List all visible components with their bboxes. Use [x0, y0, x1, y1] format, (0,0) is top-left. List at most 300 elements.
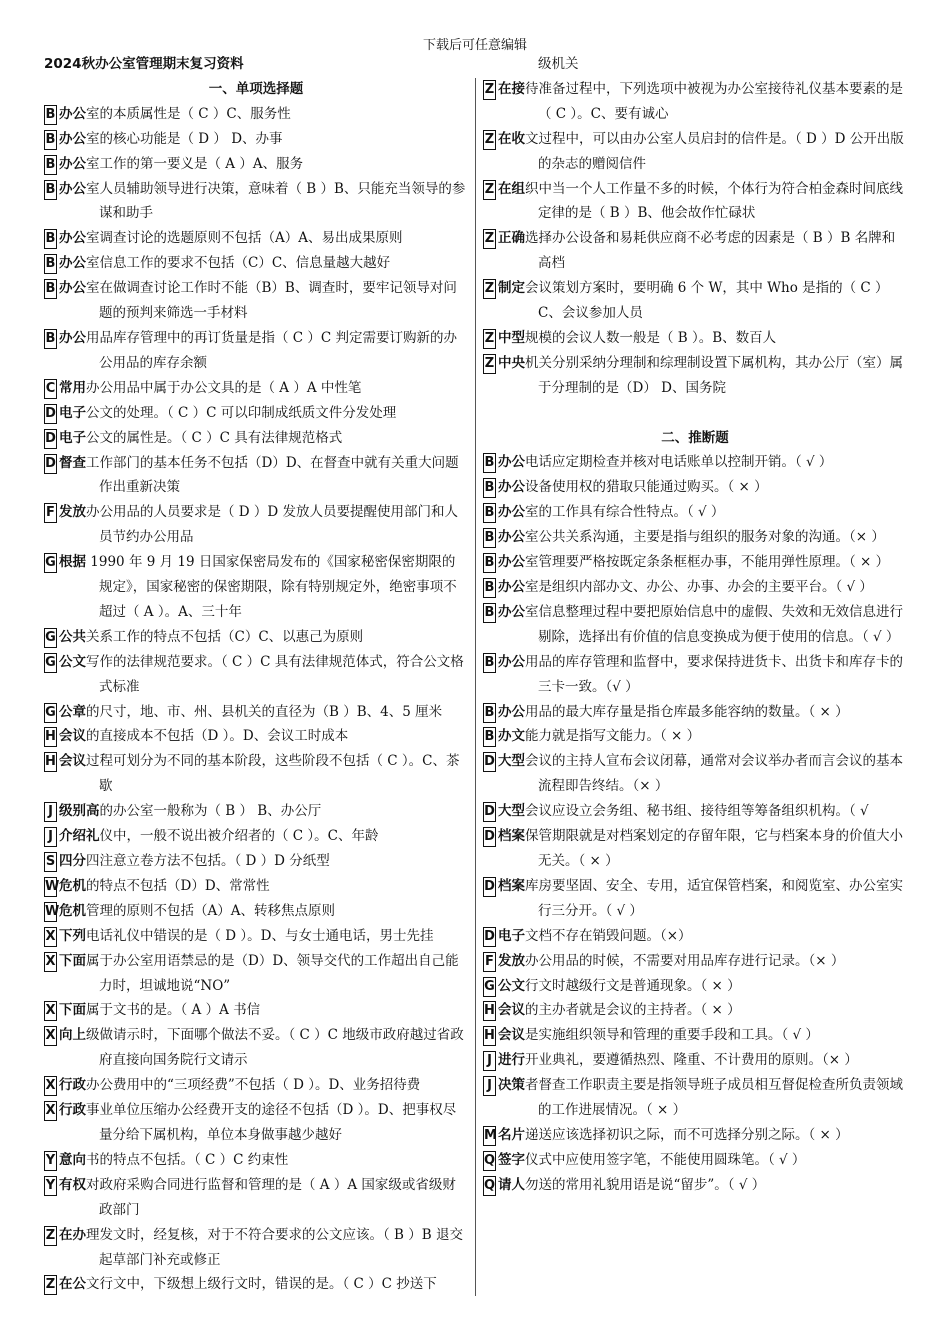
index-letter-box: H [44, 752, 57, 772]
true-false-question [483, 550, 907, 575]
question-keyword: 下列 [59, 927, 86, 944]
index-letter-box: J [483, 1076, 496, 1096]
question-text [498, 724, 907, 749]
question-text [498, 351, 907, 401]
question-body: 选择办公设备和易耗供应商不必考虑的因素是（ B ）B 名牌和高档 [525, 230, 896, 272]
question-body: 是实施组织领导和管理的重要手段和工具。（ √ ） [525, 1027, 819, 1044]
question-text [498, 127, 907, 177]
choice-question [44, 1098, 468, 1148]
index-letter-box: F [483, 952, 496, 972]
question-body: 室是组织内部办文、办公、办事、办会的主要平台。（ √ ） [525, 579, 873, 596]
index-letter-box: Z [483, 354, 496, 374]
question-text [498, 998, 907, 1023]
question-text [59, 924, 468, 949]
choice-question [483, 276, 907, 326]
question-body: 室在做调查讨论工作时不能（B）B、调查时，要牢记领导对问题的预判来筛选一手材料 [86, 280, 457, 322]
true-false-question [483, 525, 907, 550]
question-text [59, 401, 468, 426]
question-text [59, 1223, 468, 1273]
index-letter-box: Y [44, 1176, 57, 1196]
question-keyword: 有权 [59, 1176, 86, 1193]
question-keyword: 督查 [59, 454, 86, 471]
question-keyword: 中型 [498, 329, 525, 346]
question-text [59, 326, 468, 376]
question-body: 开业典礼，要遵循热烈、隆重、不计费用的原则。（× ） [525, 1052, 858, 1069]
question-body: 过程可划分为不同的基本阶段，这些阶段不包括（ C ）。C、茶歇 [86, 753, 460, 795]
question-text [59, 799, 468, 824]
question-text [59, 1173, 468, 1223]
index-letter-box: Z [483, 180, 496, 200]
left-column [44, 52, 468, 1297]
question-body: 室信息整理过程中要把原始信息中的虚假、失效和无效信息进行剔除，选择出有价值的信息变换成为便于使用的信息。（ √ ） [525, 603, 903, 645]
question-body: 事业单位压缩办公经费开支的途径不包括（D ）。D、把事权尽量分给下属机构，单位本身做事越少越好 [86, 1102, 457, 1143]
true-false-question [483, 600, 907, 650]
true-false-question [483, 500, 907, 525]
question-body: 写作的法律规范要求。（ C ）C 具有法律规范体式，符合公文格式标准 [86, 653, 464, 695]
question-keyword: 介绍礼 [59, 828, 100, 845]
index-letter-box: G [44, 653, 57, 673]
question-keyword: 下面 [59, 952, 86, 969]
choice-question [44, 824, 468, 849]
question-text [498, 1148, 907, 1173]
index-letter-box: C [44, 379, 57, 399]
question-text [498, 874, 907, 924]
index-letter-box: B [483, 727, 496, 747]
question-body: 用品库存管理中的再订货量是指（ C ）C 判定需要订购新的办公用品的库存余额 [86, 329, 458, 371]
choice-question [44, 251, 468, 276]
question-text [59, 127, 468, 152]
question-text [498, 475, 907, 500]
question-keyword: 办文 [498, 728, 525, 745]
question-keyword: 公文 [59, 653, 86, 670]
question-text [498, 500, 907, 525]
question-keyword: 在收 [498, 130, 525, 147]
question-body: 办公用品的人员要求是（ D ）D 发放人员要提醒使用部门和人员节约办公用品 [86, 504, 459, 546]
choice-question [44, 849, 468, 874]
true-false-question-list [483, 450, 907, 1197]
question-keyword: 电子 [59, 429, 86, 446]
question-keyword: 根据 [59, 554, 86, 571]
document-title: 2024秋办公室管理期末复习资料 [44, 56, 244, 72]
question-keyword: 办公 [498, 579, 525, 596]
question-keyword: 危机 [59, 902, 86, 919]
index-letter-box: B [44, 155, 57, 175]
choice-question [44, 949, 468, 999]
index-letter-box: J [44, 827, 57, 847]
choice-question [44, 401, 468, 426]
question-keyword: 办公 [59, 105, 86, 122]
choice-question [44, 749, 468, 799]
question-body: 文档不存在销毁问题。（×） [525, 927, 692, 944]
question-text [59, 700, 468, 725]
question-text [59, 998, 468, 1023]
choice-question-list-continued [483, 77, 907, 401]
choice-question [44, 426, 468, 451]
question-keyword: 在组 [498, 180, 525, 197]
question-text [59, 949, 468, 999]
index-letter-box: X [44, 1076, 57, 1096]
choice-question [44, 500, 468, 550]
index-letter-box: B [483, 703, 496, 723]
question-text [59, 1148, 468, 1173]
question-body: 文行文中，下级想上级行文时，错误的是。（ C ）C 抄送下 [86, 1276, 437, 1293]
question-keyword: 会议 [498, 1027, 525, 1044]
question-body: 理发文时，经复核，对于不符合要求的公文应该。（ B ）B 退交起草部门补充或修正 [86, 1226, 463, 1268]
question-keyword: 办公 [498, 529, 525, 546]
question-text [498, 1173, 907, 1198]
true-false-question [483, 824, 907, 874]
index-letter-box: B [44, 254, 57, 274]
question-keyword: 办公 [59, 255, 86, 272]
question-keyword: 公共 [59, 628, 86, 645]
question-keyword: 办公 [498, 703, 525, 720]
true-false-question [483, 998, 907, 1023]
question-keyword: 进行 [498, 1052, 525, 1069]
question-keyword: 决策 [498, 1077, 525, 1094]
spacer [483, 401, 907, 426]
choice-question [483, 351, 907, 401]
true-false-question [483, 650, 907, 700]
index-letter-box: Z [483, 329, 496, 349]
question-text [498, 575, 907, 600]
question-text [498, 700, 907, 725]
index-letter-box: G [44, 703, 57, 723]
choice-question [44, 700, 468, 725]
choice-question [44, 1223, 468, 1273]
question-text [498, 1048, 907, 1073]
question-keyword: 中央 [498, 354, 525, 371]
question-body: 公文的属性是。（ C ）C 具有法律规范格式 [86, 429, 343, 446]
true-false-question [483, 475, 907, 500]
question-body: 的尺寸，地、市、州、县机关的直径为（B ）B、4、5 厘米 [86, 703, 443, 720]
question-keyword: 公章 [59, 703, 86, 720]
question-text [59, 1098, 468, 1148]
question-keyword: 四分 [59, 853, 86, 869]
question-body: 四注意立卷方法不包括。（ D ）D 分纸型 [86, 853, 330, 869]
index-letter-box: G [44, 553, 57, 573]
page-header: 下载后可任意编辑 [422, 38, 527, 53]
question-keyword: 行政 [59, 1077, 86, 1094]
index-letter-box: X [44, 1101, 57, 1121]
question-body: 室管理要严格按既定条条框框办事，不能用弹性原理。（ × ） [525, 554, 890, 571]
choice-question [483, 226, 907, 276]
choice-question [44, 1272, 468, 1297]
question-body: 递送应该选择初识之际，而不可选择分别之际。（ × ） [525, 1126, 849, 1143]
true-false-question [483, 874, 907, 924]
question-text [59, 749, 468, 799]
index-letter-box: B [483, 503, 496, 523]
question-text [59, 251, 468, 276]
question-keyword: 办公 [498, 603, 525, 620]
question-text [59, 550, 468, 625]
question-text [59, 376, 468, 401]
question-text [498, 326, 907, 351]
choice-question [44, 924, 468, 949]
question-keyword: 办公 [59, 329, 86, 346]
question-keyword: 电子 [498, 927, 525, 944]
question-body: 管理的原则不包括（A）A、转移焦点原则 [86, 902, 335, 919]
question-keyword: 办公 [59, 230, 86, 247]
question-keyword: 公文 [498, 977, 525, 994]
question-body: 室的工作具有综合性特点。（ √ ） [525, 504, 725, 521]
choice-question [483, 177, 907, 227]
choice-question [44, 724, 468, 749]
true-false-question [483, 724, 907, 749]
index-letter-box: B [483, 653, 496, 673]
choice-question [44, 376, 468, 401]
question-keyword: 常用 [59, 379, 86, 396]
question-body: 织中当一个人工作量不多的时候，个体行为符合柏金森时间底线定律的是（ B ）B、他会故作忙碌状 [525, 180, 903, 222]
question-body: 对政府采购合同进行监督和管理的是（ A ）A 国家级或省级财政部门 [86, 1176, 456, 1218]
true-false-question [483, 974, 907, 999]
index-letter-box: B [44, 130, 57, 150]
index-letter-box: B [483, 553, 496, 573]
question-keyword: 意向 [59, 1151, 86, 1168]
question-keyword: 办公 [59, 130, 86, 147]
question-keyword: 级别高 [59, 803, 100, 820]
choice-question [44, 226, 468, 251]
question-text [498, 525, 907, 550]
question-text [498, 749, 907, 799]
section-heading-choice: 一、单项选择题 [208, 80, 304, 97]
index-letter-box: D [44, 429, 57, 449]
question-body: 能力就是指写文能力。（ × ） [525, 728, 701, 745]
question-body: 书的特点不包括。（ C ）C 约束性 [86, 1151, 289, 1168]
choice-question [44, 1023, 468, 1073]
question-body: 室调查讨论的选题原则不包括（A）A、易出成果原则 [86, 230, 403, 247]
index-letter-box: B [483, 478, 496, 498]
index-letter-box: W [44, 902, 57, 922]
choice-question [44, 127, 468, 152]
question-text [498, 799, 907, 824]
index-letter-box: M [483, 1126, 496, 1146]
index-letter-box: Z [44, 1275, 57, 1295]
index-letter-box: D [483, 827, 496, 847]
question-keyword: 制定 [498, 280, 525, 297]
question-text [498, 824, 907, 874]
question-body: 办公用品中属于办公文具的是（ A ）A 中性笔 [86, 379, 362, 396]
index-letter-box: Q [483, 1151, 496, 1171]
question-body: 电话礼仪中错误的是（ D ）。D、与女士通电话，男士先挂 [86, 927, 434, 944]
choice-question [44, 998, 468, 1023]
index-letter-box: W [44, 877, 57, 897]
question-text [59, 102, 468, 127]
question-body: 办公费用中的“三项经费”不包括（ D ）。D、业务招待费 [86, 1077, 421, 1094]
question-keyword: 签字 [498, 1151, 525, 1168]
question-body: 会议应设立会务组、秘书组、接待组等筹备组织机构。（ √ [525, 803, 869, 820]
question-body: 的办公室一般称为（ B ） B、办公厅 [99, 803, 322, 820]
true-false-question [483, 799, 907, 824]
choice-question-list [44, 102, 468, 1298]
question-body: 级做请示时，下面哪个做法不妥。（ C ）C 地级市政府越过省政府直接向国务院行文请示 [86, 1027, 464, 1069]
true-false-question [483, 949, 907, 974]
index-letter-box: D [483, 877, 496, 897]
index-letter-box: B [44, 329, 57, 349]
question-text [498, 924, 907, 949]
question-text [498, 226, 907, 276]
index-letter-box: Z [44, 1226, 57, 1246]
question-keyword: 电子 [59, 404, 86, 421]
question-body: 工作部门的基本任务不包括（D）D、在督查中就有关重大问题作出重新决策 [86, 454, 459, 496]
question-keyword: 档案 [498, 828, 525, 845]
question-keyword: 会议 [59, 728, 86, 745]
index-letter-box: Y [44, 1151, 57, 1171]
index-letter-box: X [44, 952, 57, 972]
true-false-question [483, 1123, 907, 1148]
question-keyword: 办公 [498, 454, 525, 471]
question-body: 会议的主持人宣布会议闭幕，通常对会议举办者而言会议的基本流程即告终结。（× ） [525, 753, 903, 795]
question-text [498, 550, 907, 575]
question-body: 保管期限就是对档案划定的存留年限，它与档案本身的价值大小无关。（ × ） [525, 828, 903, 869]
question-text [498, 600, 907, 650]
index-letter-box: X [44, 927, 57, 947]
index-letter-box: F [44, 503, 57, 523]
section-heading-true-false: 二、推断题 [661, 429, 729, 446]
choice-question [44, 550, 468, 625]
choice-question [44, 799, 468, 824]
question-keyword: 在接 [498, 80, 525, 97]
index-letter-box: D [44, 454, 57, 474]
right-column [483, 52, 907, 1198]
index-letter-box: X [44, 1001, 57, 1021]
question-text [59, 152, 468, 177]
question-keyword: 发放 [498, 952, 525, 969]
question-text [59, 226, 468, 251]
question-text [498, 177, 907, 227]
question-keyword: 请人 [498, 1176, 525, 1193]
question-text [59, 1073, 468, 1098]
question-body: 室工作的第一要义是（ A ）A、服务 [86, 155, 304, 172]
choice-question [44, 899, 468, 924]
question-text [59, 874, 468, 899]
question-text [498, 276, 907, 326]
choice-question [44, 1173, 468, 1223]
question-text [59, 899, 468, 924]
true-false-question [483, 450, 907, 475]
question-body: 用品的最大库存量是指仓库最多能容纳的数量。（ × ） [525, 703, 849, 720]
choice-question [44, 152, 468, 177]
choice-question [44, 1073, 468, 1098]
choice-question [44, 276, 468, 326]
question-body: 者督查工作职责主要是指领导班子成员相互督促检查所负责领域的工作进展情况。（ × ） [525, 1077, 903, 1119]
index-letter-box: G [44, 628, 57, 648]
question-body: 1990 年 9 月 19 日国家保密局发布的《国家秘密保密期限的规定》，国家秘密的保密期限，除有特别规定外，绝密事项不超过（ A ）。A、三十年 [86, 554, 457, 620]
question-body: 关系工作的特点不包括（C）C、以惠己为原则 [86, 628, 364, 645]
question-body: 行文时越级行文是普通现象。（ × ） [525, 977, 741, 994]
continuation-text: 级机关 [538, 56, 579, 72]
index-letter-box: H [483, 1026, 496, 1046]
question-body: 办公用品的时候，不需要对用品库存进行记录。（× ） [525, 952, 845, 969]
question-body: 电话应定期检查并核对电话账单以控制开销。（ √ ） [525, 454, 833, 471]
question-body: 室公共关系沟通，主要是指与组织的服务对象的沟通。（× ） [525, 529, 885, 546]
choice-question [483, 77, 907, 127]
choice-question [483, 127, 907, 177]
index-letter-box: B [44, 180, 57, 200]
question-text [498, 650, 907, 700]
index-letter-box: D [483, 927, 496, 947]
question-body: 文过程中，可以由办公室人员启封的信件是。（ D ）D 公开出版的杂志的赠阅信件 [525, 130, 904, 172]
question-text [59, 177, 468, 227]
question-body: 室人员辅助领导进行决策，意味着（ B ）B、只能充当领导的参谋和助手 [86, 180, 466, 222]
question-keyword: 办公 [498, 653, 525, 670]
question-text [59, 426, 468, 451]
index-letter-box: S [44, 852, 57, 872]
index-letter-box: B [483, 528, 496, 548]
question-body: 的主办者就是会议的主持者。（ × ） [525, 1002, 741, 1019]
choice-question [44, 177, 468, 227]
question-text [59, 276, 468, 326]
index-letter-box: Z [483, 80, 496, 100]
question-text [498, 77, 907, 127]
question-keyword: 危机 [59, 877, 86, 894]
true-false-question [483, 1173, 907, 1198]
question-text [59, 500, 468, 550]
question-keyword: 向上 [59, 1027, 86, 1044]
question-text [59, 451, 468, 501]
question-body: 勿送的常用礼貌用语是说“留步”。（ √ ） [525, 1176, 766, 1193]
choice-question [44, 650, 468, 700]
question-body: 会议策划方案时，要明确 6 个 W，其中 Who 是指的（ C ）C、会议参加人员 [525, 280, 889, 322]
question-text [498, 974, 907, 999]
question-body: 属于文书的是。（ A ）A 书信 [86, 1002, 261, 1019]
question-keyword: 大型 [498, 803, 525, 820]
question-body: 公文的处理。（ C ）C 可以印制成纸质文件分发处理 [86, 404, 397, 421]
index-letter-box: Q [483, 1176, 496, 1196]
true-false-question [483, 1023, 907, 1048]
question-text [59, 1023, 468, 1073]
index-letter-box: B [483, 578, 496, 598]
question-text [59, 849, 468, 874]
question-body: 室信息工作的要求不包括（C）C、信息量越大越好 [86, 255, 391, 272]
question-body: 规模的会议人数一般是（ B ）。B、数百人 [525, 329, 777, 346]
question-body: 待准备过程中，下列选项中被视为办公室接待礼仪基本要素的是（ C ）。C、要有诚心 [525, 80, 903, 122]
question-body: 仪式中应使用签字笔，不能使用圆珠笔。（ √ ） [525, 1151, 806, 1168]
true-false-question [483, 1073, 907, 1123]
choice-question [44, 102, 468, 127]
question-body: 仪中，一般不说出被介绍者的（ C ）。C、年龄 [99, 828, 379, 845]
choice-question [483, 326, 907, 351]
question-text [59, 650, 468, 700]
question-keyword: 大型 [498, 753, 525, 770]
question-text [498, 1073, 907, 1123]
question-body: 用品的库存管理和监督中，要求保持进货卡、出货卡和库存卡的三卡一致。（√ ） [525, 653, 903, 695]
question-text [498, 1123, 907, 1148]
question-body: 设备使用权的猎取只能通过购买。（ × ） [525, 479, 768, 496]
index-letter-box: D [483, 752, 496, 772]
question-text [59, 824, 468, 849]
question-keyword: 办公 [498, 554, 525, 571]
question-text [59, 1272, 468, 1297]
question-keyword: 名片 [498, 1126, 525, 1143]
question-keyword: 发放 [59, 504, 86, 521]
index-letter-box: B [483, 453, 496, 473]
question-text [498, 1023, 907, 1048]
choice-question [44, 625, 468, 650]
question-body: 属于办公室用语禁忌的是（D）D、领导交代的工作超出自己能力时，坦诚地说“NO” [86, 952, 459, 994]
choice-question [44, 1148, 468, 1173]
index-letter-box: J [483, 1051, 496, 1071]
index-letter-box: D [483, 802, 496, 822]
question-keyword: 办公 [498, 504, 525, 521]
question-keyword: 会议 [498, 1002, 525, 1019]
question-keyword: 正确 [498, 230, 525, 247]
choice-question [44, 326, 468, 376]
question-keyword: 办公 [59, 280, 86, 297]
index-letter-box: G [483, 977, 496, 997]
index-letter-box: H [483, 1001, 496, 1021]
question-body: 室的核心功能是（ D ） D、办事 [86, 130, 283, 147]
choice-question [44, 451, 468, 501]
